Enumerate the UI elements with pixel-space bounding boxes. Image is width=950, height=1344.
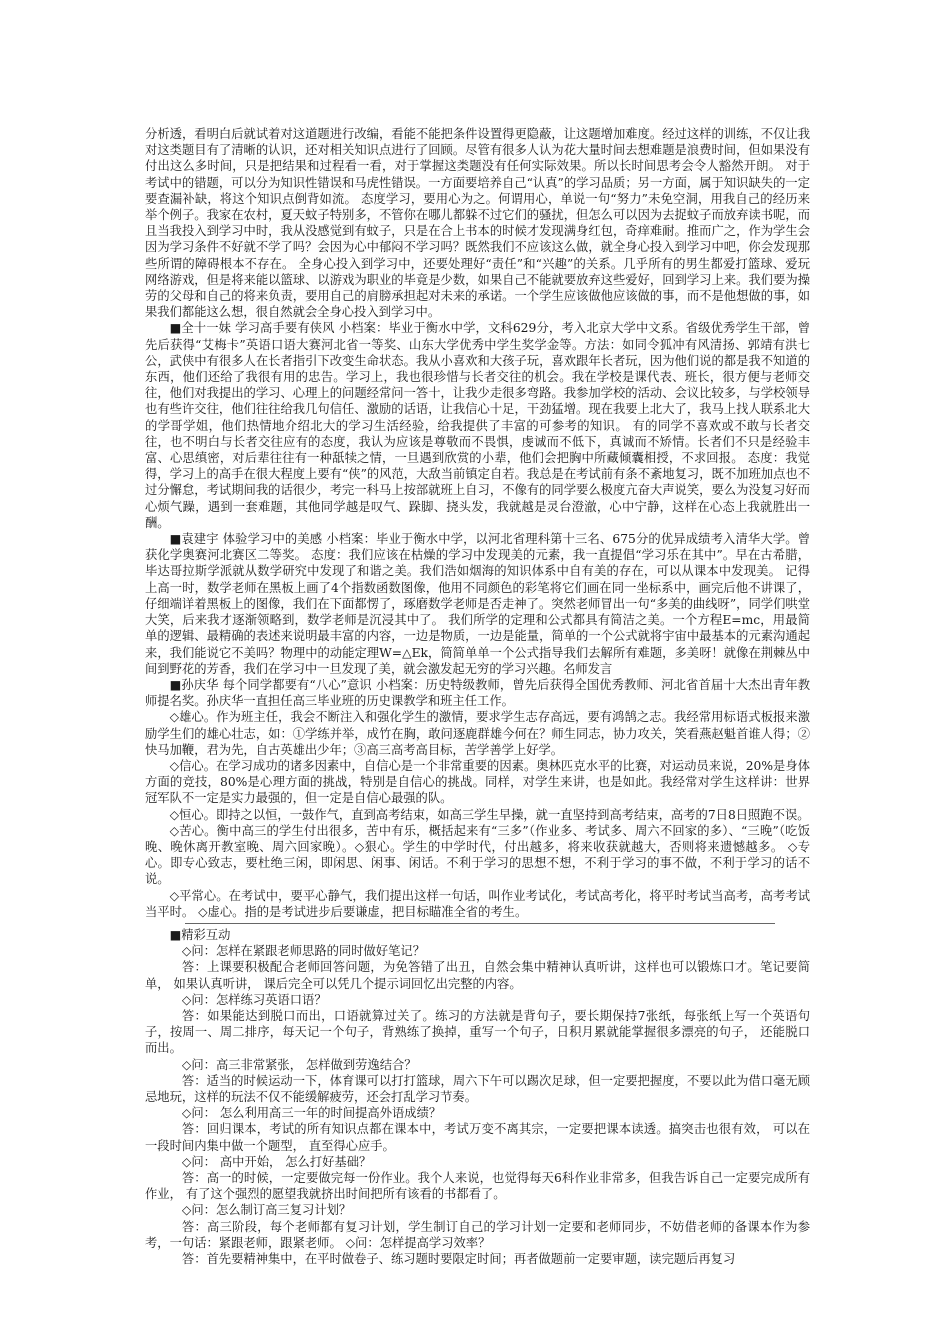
paragraph-xinxin: ◇信心。在学习成功的诸多因素中，自信心是一个非常重要的因素。奥林匹克水平的比赛，对运动员来说，20%是身体方面的竞技，80%是心理方面的挑战，特别是自信心的挑战。同样，对学生来讲，也是如此。我经常对学生这样讲：世界冠军队不一定是实力最强的，但一定是自信心最强的队。	[145, 758, 810, 806]
paragraph-kuxin: ◇苦心。衡中高三的学生付出很多，苦中有乐，概括起来有“三多”（作业多、考试多、周六不回家的多）、“三晚”（吃饭晚、晚休离开教室晚、周六回家晚）。◇狠心。学生的中学时代，付出越多，将来收获就越大，否则将来遗憾越多。 ◇专心。即专心致志，要杜绝三闲，即闲思、闲事、闲话。不利于学习的思想不想，不利于学习的事不做，不利于学习的话不说。	[145, 823, 810, 887]
qa-answer: 答：如果能达到脱口而出，口语就算过关了。练习的方法就是背句子，要长期保持7张纸，每张纸上写一个英语句子，按周一、周二排序，每天记一个句子，背熟练了换掉，重写一个句子，日积月累就能掌握很多漂亮的句子， 还能脱口而出。	[145, 1008, 810, 1056]
paragraph-hengxin: ◇恒心。即持之以恒，一鼓作气，直到高考结束，如高三学生早操，就一直坚持到高考结束，高考的7日8日照跑不误。	[169, 807, 810, 822]
qa-answer: 答：首先要精神集中，在平时做卷子、练习题时要限定时间；再者做题前一定要审题，读完题后再复习	[181, 1252, 736, 1267]
qa-heading: ■精彩互动	[169, 927, 231, 942]
qa-question: ◇问：怎样练习英语口语？	[181, 992, 327, 1007]
qa-answer: 答：回归课本，考试的所有知识点都在课本中，考试万变不离其宗，一定要把课本读透。搞突击也很有效， 可以在一段时间内集中做一个题型， 直至得心应手。	[145, 1122, 810, 1153]
paragraph-intro: 分析透，看明白后就试着对这道题进行改编，看能不能把条件设置得更隐蔽，让这题增加难度。经过这样的训练，不仅让我对这类题目有了清晰的认识，还对相关知识点进行了回顾。尽管有很多人认为花大量时间去想难题是浪费时间，但如果没有付出这么多时间，只是把结果和过程看一看，对于掌握这类题没有任何实际效果。所以长时间思考会令人豁然开朗。 对于考试中的错题，可以分为知识性错误和马虎性错误。一方面要培养自己“认真”的学习品质；另一方面，属于知识缺失的一定要查漏补缺，将这个知识点倒背如流。 态度学习，要用心为之。何谓用心，单说一句“努力”未免空洞，用我自己的经历来举个例子。我家在农村，夏天蚊子特别多，不管你在哪儿都躲不过它们的骚扰，但怎么可以因为去捉蚊子而放弃读书呢，而且当我投入到学习中时，我从没感觉到有蚊子，只是在合上书本的时候才发现满身红包，奇痒难耐。推而广之，作为学生会因为学习条件不好就不学了吗？会因为心中郁闷不学习吗？既然我们不应该这么做，就全身心投入到学习中吧，你会发现那些所谓的障碍根本不存在。 全身心投入到学习中，还要处理好“责任”和“兴趣”的关系。几乎所有的男生都爱打篮球、爱玩网络游戏，但是将来能以篮球、以游戏为职业的毕竟是少数，如果自己不能就要放弃这些爱好，回到学习上来。我们要为操劳的父母和自己的将来负责，要用自己的肩膀承担起对未来的承诺。一个学生应该做他应该做的事，而不是他想做的事，如果我们都能这么想，很自然就会全身心投入到学习中。	[145, 127, 810, 320]
paragraph-yuan-jianyu: ■袁建宇 体验学习中的美感 小档案：毕业于衡水中学，以河北省理科第十三名、675分的优异成绩考入清华大学。曾获化学奥赛河北赛区二等奖。 态度：我们应该在枯燥的学习中发现美的元素，我一直提倡“学习乐在其中”。早在古希腊，毕达哥拉斯学派就从数学研究中发现了和谐之美。我们浩如烟海的知识体系中自有美的存在，可以从课本中发现美。 记得上高一时，数学老师在黑板上画了4个指数函数图像，他用不同颜色的彩笔将它们画在同一坐标系中，画完后他不讲课了，仔细端详着黑板上的图像，我们在下面都愣了，琢磨数学老师是否走神了。突然老师冒出一句“多美的曲线呀”，同学们哄堂大笑，后来我才逐渐领略到，数学老师是沉浸其中了。 我们所学的定理和公式都具有简洁之美。一个方程E=mc，用最简单的逻辑、最精确的表述来说明最丰富的内容，一边是物质，一边是能量，简单的一个公式就将宇宙中最基本的元素沟通起来，我们能说它不美吗？物理中的动能定理W=△Ek，简简单单一个公式指导我们去解所有难题，多美呀！就像在荆棘丛中间到野花的芳香，我们在学习中一旦发现了美，就会激发起无穷的学习兴趣。名师发言	[145, 532, 810, 676]
qa-question: ◇问： 高中开始， 怎么打好基础？	[181, 1154, 372, 1169]
qa-answer: 答：高一的时候，一定要做完每一份作业。我个人来说，也觉得每天6科作业非常多，但我告诉自己一定要完成所有作业， 有了这个强烈的愿望我就挤出时间把所有该看的书都看了。	[145, 1171, 810, 1202]
qa-question: ◇问： 怎么利用高三一年的时间提高外语成绩？	[181, 1106, 442, 1121]
qa-question: ◇问：怎么制订高三复习计划？	[181, 1203, 352, 1218]
document-page	[145, 126, 810, 1267]
qa-question: ◇问：怎样在紧跟老师思路的同时做好笔记？	[181, 944, 425, 959]
qa-answer: 答：适当的时候运动一下，体育课可以打打篮球，周六下午可以踢次足球，但一定要把握度，不要以此为借口毫无顾忌地玩，这样的玩法不仅不能缓解疲劳，还会打乱学习节奏。	[145, 1073, 810, 1104]
section-divider	[185, 923, 775, 924]
paragraph-sun-qinghua: ■孙庆华 每个同学都要有“八心”意识 小档案：历史特级教师，曾先后获得全国优秀教师、河北省首届十大杰出青年教师提名奖。孙庆华一直担任高三毕业班的历史课教学和班主任工作。	[145, 677, 810, 709]
qa-question: ◇问：高三非常紧张， 怎样做到劳逸结合？	[181, 1057, 417, 1072]
paragraph-quan-shiyimei: ■全十一妹 学习高手要有侠风 小档案：毕业于衡水中学，文科629分，考入北京大学中文系。省级优秀学生干部，曾先后获得“艾梅卡”英语口语大赛河北省一等奖、山东大学优秀中学生奖学金等。方法：如同令狐冲有风清扬、郭靖有洪七公，武侠中有很多人在长者指引下改变生命状态。我从小喜欢和大孩子玩，喜欢跟年长者玩，因为他们说的都是我不知道的东西，他们还给了我很有用的忠告。学习上，我也很珍惜与长者交往的机会。我在学校是课代表、班长，很方便与老师交往，他们对我提出的学习、心理上的问题经常问一答十，让我少走很多弯路。我参加学校的活动、会议比较多，与学校领导也有些许交往，他们往往给我几句信任、激励的话语，让我信心十足，干劲猛增。现在我要上北大了，我马上找人联系北大的学哥学姐，他们热情地介绍北大的学习生活经验，给我提供了丰富的可参考的知识。 有的同学不喜欢或不敢与长者交往，也不明白与长者交往应有的态度，我认为应该是尊敬而不畏惧，虔诚而不低下，真诚而不矫情。长者们不只是经验丰富、心思缜密，对后辈往往有一种舐犊之情，一旦遇到欣赏的小辈，他们会把胸中所藏倾囊相授，不求回报。 态度：我觉得，学习上的高手在很大程度上要有“侠”的风范，大敌当前镇定自若。我总是在考试前有条不紊地复习，既不加班加点也不过分懈怠，考试期间我的话很少，考完一科马上按部就班上自习，不像有的同学要么极度亢奋大声说笑，要么为没复习好而心烦气躁，遇到一套难题，其他同学越是叹气、跺脚、挠头发，我就越是灵台澄澈，心中宁静，这样在心态上我就胜出一酬。	[145, 321, 810, 530]
paragraph-xiongxin: ◇雄心。作为班主任，我会不断注入和强化学生的激情，要求学生志存高远，要有鸿鹄之志。我经常用标语式板报来激励学生们的雄心壮志，如：①学练并举，成竹在胸，敢问逐鹿群雄今何在？师生同志，协力攻关，笑看燕赵魁首谁人得；②快马加鞭，君为先，自古英雄出少年；③高三高考高目标，苦学善学上好学。	[145, 710, 810, 757]
qa-answer: 答：上课要积极配合老师回答问题，为免答错了出丑，自然会集中精神认真听讲，这样也可以锻炼口才。笔记要简单， 如果认真听讲， 课后完全可以凭几个提示词回忆出完整的内容。	[145, 960, 810, 991]
qa-answer: 答：高三阶段，每个老师都有复习计划，学生制订自己的学习计划一定要和老师同步，不妨借老师的备课本作为参考，一句话：紧跟老师，跟紧老师。 ◇问：怎样提高学习效率？	[145, 1219, 810, 1250]
paragraph-pingchangxin: ◇平常心。在考试中，要平心静气，我们提出这样一句话，叫作业考试化，考试高考化，将平时考试当高考，高考考试当平时。 ◇虚心。指的是考试进步后要谦虚，把目标瞄准全省的考生。	[145, 888, 810, 919]
